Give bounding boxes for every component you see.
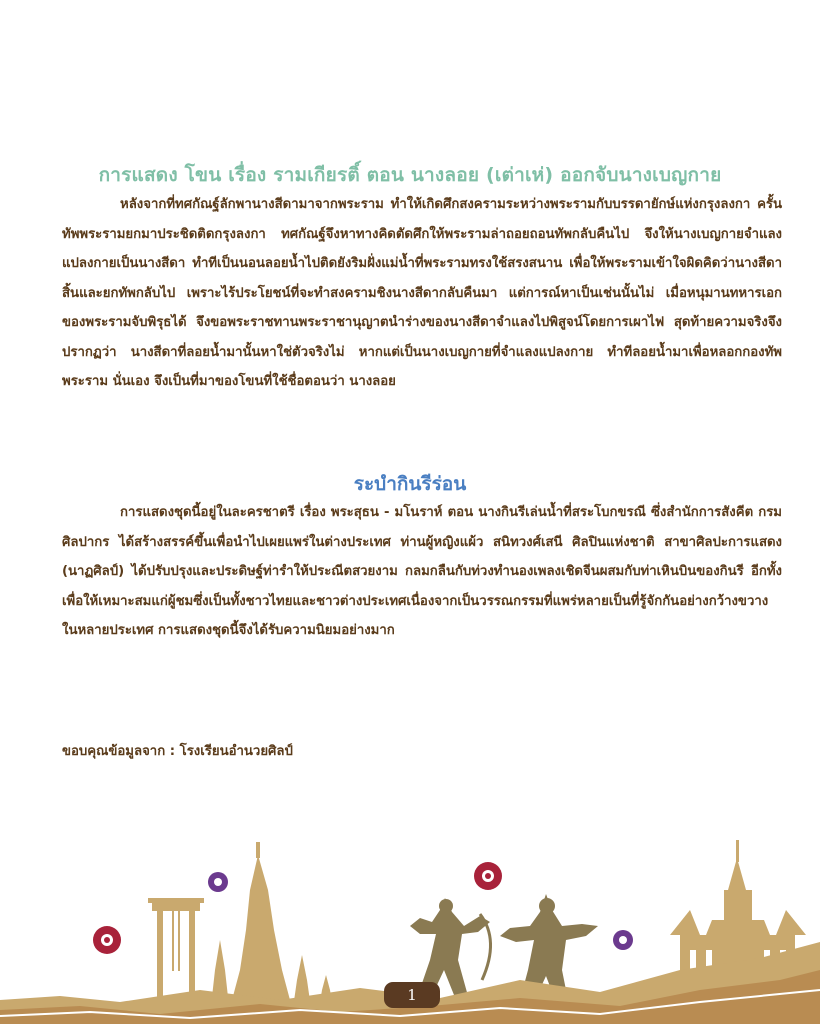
- section-title-kinnaree: ระบำกินรีร่อน: [353, 473, 467, 495]
- page-number-badge: 1: [384, 982, 440, 1008]
- section-body-kinnaree: การแสดงชุดนี้อยู่ในละครชาตรี เรื่อง พระสุธน - มโนราห์ ตอน นางกินรีเล่นน้ำที่สระโบกขรณี ซึ่งสำนักการสังคีต กรมศิลปากร ได้สร้างสรรค์ขึ้นเพื่อนำไปเผยแพร่ในต่างประเทศ ท่านผู้หญิงแผ้ว สนิทวงศ์เสนี ศิลปินแห่งชาติ สาขาศิลปะการแสดง (นาฏศิลป์) ได้ปรับปรุงและประดิษฐ์ท่ารำให้ประณีตสวยงาม กลมกลืนกับท่วงทำนองเพลงเชิดจีนผสมกับท่าเหินบินของกินรี อีกทั้งเพื่อให้เหมาะสมแก่ผู้ชมซึ่งเป็นทั้งชาวไทยและชาวต่างประเทศเนื่องจากเป็นวรรณกรรมที่แพร่หลายเป็นที่รู้จักกันอย่างกว้างขวางในหลายประเทศ การแสดงชุดนี้จึงได้รับความนิยมอย่างมาก: [62, 505, 782, 638]
- temple-prang-icon: [210, 842, 334, 1015]
- section-body-khon: หลังจากที่ทศกัณฐ์ลักพานางสีดามาจากพระราม ทำให้เกิดศึกสงครามระหว่างพระรามกับบรรดายักษ์แห่งกรุงลงกา ครั้นทัพพระรามยกมาประชิดติดกรุงลงกา ทศกัณฐ์จึงหาทางคิดตัดศึกให้พระรามล่าถอยถอนทัพกลับคืนไป จึงให้นางเบญกายจำแลงแปลงกายเป็นนางสีดา ทำทีเป็นนอนลอยน้ำไปติดยังริมฝั่งแม่น้ำที่พระรามทรงใช้สรงสนาน เพื่อให้พระรามเข้าใจผิดคิดว่านางสีดาสิ้นและยกทัพกลับไป เพราะไร้ประโยชน์ที่จะทำสงครามชิงนางสีดากลับคืนมา แต่การณ์หาเป็นเช่นนั้นไม่ เมื่อหนุมานทหารเอกของพระรามจับพิรุธได้ จึงขอพระราชทานพระราชานุญาตนำร่างของนางสีดาจำแลงไปพิสูจน์โดยการเผาไฟ สุดท้ายความจริงจึงปรากฏว่า นางสีดาที่ลอยน้ำมานั้นหาใช่ตัวจริงไม่ หากแต่เป็นนางเบญกายที่จำแลงแปลงกาย ทำทีลอยน้ำมาเพื่อหลอกกองทัพพระราม นั่นเอง จึงเป็นที่มาของโขนที่ใช้ชื่อตอนว่า นางลอย: [62, 197, 782, 389]
- section-title-khon: การแสดง โขน เรื่อง รามเกียรติ์ ตอน นางลอย (เต่าเห่) ออกจับนางเบญกาย: [98, 164, 722, 186]
- credit-line: ขอบคุณข้อมูลจาก : โรงเรียนอำนวยศิลป์: [62, 744, 293, 759]
